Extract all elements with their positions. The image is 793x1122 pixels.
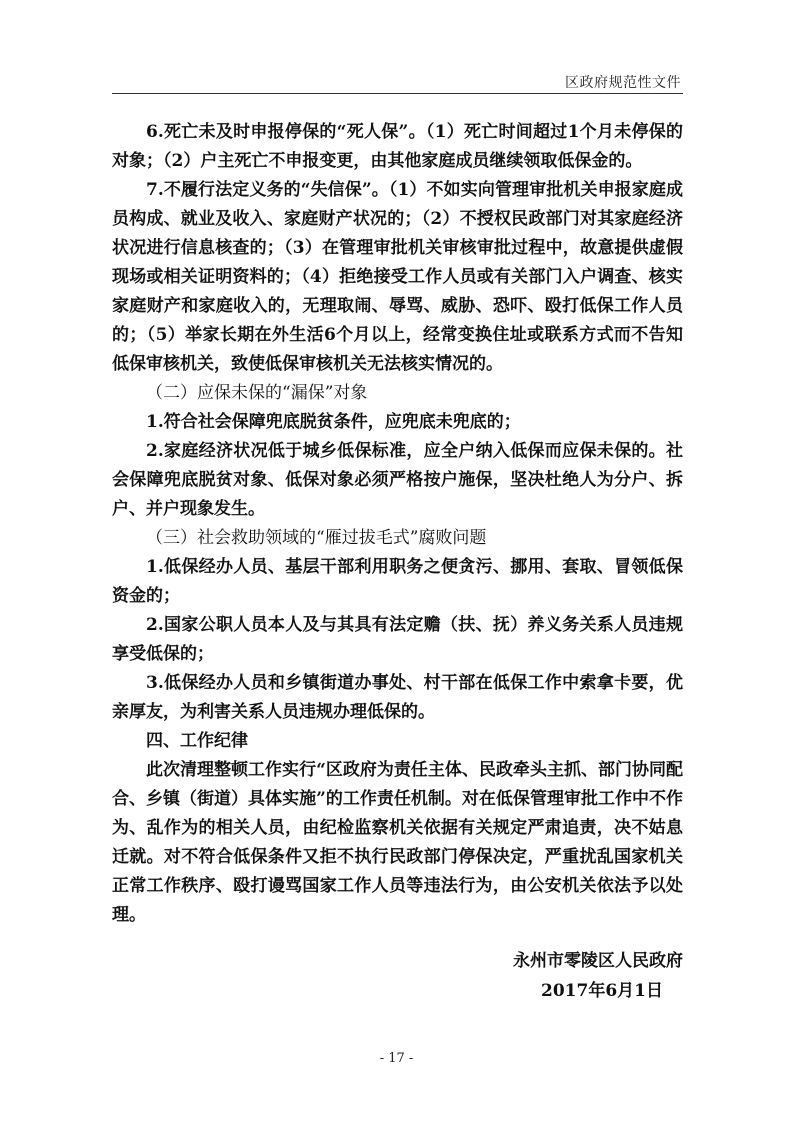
- paragraph-corruption-item-1: 1.低保经办人员、基层干部利用职务之便贪污、挪用、套取、冒领低保资金的；: [112, 557, 683, 606]
- header-divider: [112, 93, 683, 94]
- paragraph-missed-item-2: 2.家庭经济状况低于城乡低保标准，应全户纳入低保而应保未保的。社会保障兜底脱贫对象、低保对象必须严格按户施保，坚决杜绝人为分户、拆户、并户现象发生。: [112, 441, 683, 519]
- paragraph-corruption-item-2: 2.国家公职人员本人及与其具有法定赡（扶、抚）养义务关系人员违规享受低保的；: [112, 615, 683, 664]
- page-number: - 17 -: [379, 1051, 414, 1066]
- subheading-corruption: （三）社会救助领域的“雁过拔毛式”腐败问题: [146, 528, 487, 548]
- document-body: [112, 118, 683, 930]
- paragraph-missed-item-1: 1.符合社会保障兜底脱贫条件，应兜底未兜底的；: [146, 412, 521, 432]
- signature-date: 2017年6月1日: [541, 981, 663, 1001]
- subheading-missed-coverage: （二）应保未保的“漏保”对象: [146, 383, 368, 403]
- paragraph-corruption-item-3: 3.低保经办人员和乡镇街道办事处、村干部在低保工作中索拿卡要，优亲厚友，为利害关系人员违规办理低保的。: [112, 673, 683, 722]
- document-header-title: 区政府规范性文件: [565, 75, 681, 91]
- paragraph-death-unreported: 6.死亡未及时申报停保的“死人保”。（1）死亡时间超过1个月未停保的对象；（2）户主死亡不申报变更，由其他家庭成员继续领取低保金的。: [112, 122, 683, 171]
- section-heading-work-discipline: 四、工作纪律: [146, 731, 248, 751]
- paragraph-work-discipline: 此次清理整顿工作实行“区政府为责任主体、民政牵头主抓、部门协同配合、乡镇（街道）具体实施”的工作责任机制。对在低保管理审批工作中不作为、乱作为的相关人员，由纪检监察机关依据有关规定严肃追责，决不姑息迁就。对不符合低保条件又拒不执行民政部门停保决定，严重扰乱国家机关正常工作秩序、殴打谩骂国家工作人员等违法行为，由公安机关依法予以处理。: [112, 760, 683, 925]
- paragraph-dishonest-insurance: 7.不履行法定义务的“失信保”。（1）不如实向管理审批机关申报家庭成员构成、就业及收入、家庭财产状况的；（2）不授权民政部门对其家庭经济状况进行信息核查的；（3）在管理审批机关审核审批过程中，故意提供虚假现场或相关证明资料的；（4）拒绝接受工作人员或有关部门入户调查、核实家庭财产和家庭收入的，无理取闹、辱骂、威胁、恐吓、殴打低保工作人员的；（5）举家长期在外生活6个月以上，经常变换住址或联系方式而不告知低保审核机关，致使低保审核机关无法核实情况的。: [112, 180, 683, 374]
- signature-organization: 永州市零陵区人民政府: [513, 951, 683, 971]
